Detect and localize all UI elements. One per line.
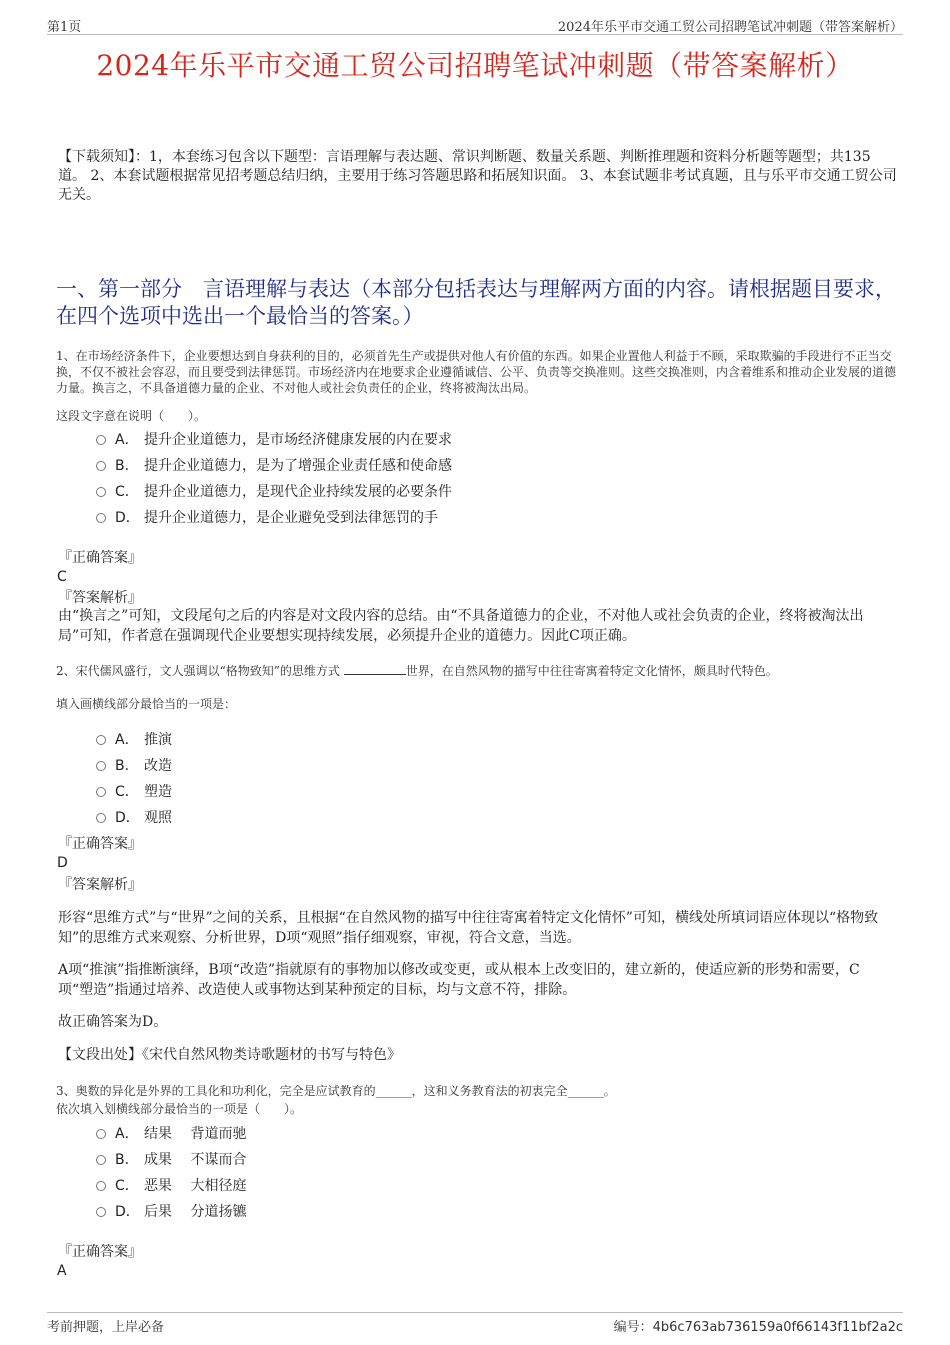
- option-c[interactable]: [96, 1176, 876, 1202]
- correct-answer-value: A: [57, 1263, 67, 1279]
- section-heading: 一、第一部分 言语理解与表达（本部分包括表达与理解两方面的内容。请根据题目要求，在四个选项中选出一个最恰当的答案。）: [56, 277, 896, 328]
- radio-icon[interactable]: [96, 461, 106, 471]
- option-d[interactable]: [96, 508, 876, 534]
- question-1-prompt: 这段文字意在说明（ ）。: [56, 409, 207, 423]
- option-text: 恶果 大相径庭: [144, 1178, 247, 1194]
- question-2-prompt: 填入画横线部分最恰当的一项是：: [56, 697, 237, 711]
- download-notice: 【下载须知】：1，本套练习包含以下题型：言语理解与表达题、常识判断题、数量关系题、判断推理题和资料分析题等题型；共135道。 2、本套试题根据常见招考题总结归纳，主要用于练习答题思路和拓展知识面。 3、本套试题非考试真题，且与乐平市交通工贸公司无关。: [58, 149, 897, 203]
- option-text: 提升企业道德力，是市场经济健康发展的内在要求: [144, 432, 452, 448]
- option-text: 成果 不谋而合: [144, 1152, 247, 1168]
- question-3-options: [96, 1124, 876, 1228]
- option-a[interactable]: [96, 730, 876, 756]
- question-1-stem: 1、在市场经济条件下，企业要想达到自身获利的目的，必须首先生产或提供对他人有价值的东西。如果企业置他人利益于不顾，采取欺骗的手段进行不正当交换，不仅不被社会容忍，而且要受到法律惩罚。市场经济内在地要求企业遵循诚信、公平、负责等交换准则。这些交换准则，内含着维系和推动企业发展的道德力量。换言之，不具备道德力量的企业、不对他人或社会负责任的企业，终将被淘汰出局。: [56, 349, 897, 395]
- option-b[interactable]: [96, 1150, 876, 1176]
- option-letter: D．: [115, 810, 140, 826]
- question-1-options: [96, 430, 876, 534]
- option-b[interactable]: [96, 456, 876, 482]
- question-3-stem: 3、奥数的异化是外界的工具化和功利化，完全是应试教育的______，这和义务教育法的初衷完全______。: [56, 1084, 616, 1098]
- option-letter: B．: [115, 458, 139, 474]
- question-3-prompt: 依次填入划横线部分最恰当的一项是（ ）。: [56, 1102, 303, 1116]
- option-letter: D．: [115, 1204, 140, 1220]
- option-a[interactable]: [96, 1124, 876, 1150]
- option-letter: C．: [115, 484, 139, 500]
- radio-icon[interactable]: [96, 1155, 106, 1165]
- option-text: 推演: [144, 732, 172, 748]
- stem-text-before: 2、宋代儒风盛行，文人强调以“格物致知”的思维方式: [56, 664, 344, 678]
- radio-icon[interactable]: [96, 761, 106, 771]
- code-value: 4b6c763ab736159a0f66143f11bf2a2c: [652, 1320, 903, 1335]
- option-d[interactable]: [96, 1202, 876, 1228]
- radio-icon[interactable]: [96, 787, 106, 797]
- analysis-paragraph-2: A项“推演”指推断演绎，B项“改造”指就原有的事物加以修改或变更，或从根本上改变旧的，建立新的，使适应新的形势和需要，C项“塑造”指通过培养、改造使人或事物达到某种预定的目标，均与文意不符，排除。: [58, 962, 860, 998]
- option-c[interactable]: [96, 482, 876, 508]
- option-letter: B．: [115, 758, 139, 774]
- footer-code: [614, 1316, 903, 1335]
- option-text: 观照: [144, 810, 172, 826]
- correct-answer-label: 『正确答案』: [58, 550, 142, 566]
- radio-icon[interactable]: [96, 735, 106, 745]
- page-footer: [47, 1312, 903, 1335]
- fill-blank: [344, 662, 406, 675]
- header-doc-title: 2024年乐平市交通工贸公司招聘笔试冲刺题（带答案解析）: [557, 20, 903, 35]
- analysis-text: 由“换言之”可知，文段尾句之后的内容是对文段内容的总结。由“不具备道德力的企业，不对他人或社会负责的企业，终将被淘汰出局”可知，作者意在强调现代企业要想实现持续发展，必须提升企业的道德力。因此C项正确。: [58, 608, 864, 644]
- page-number: 第1页: [47, 20, 82, 35]
- question-2-stem: [56, 662, 896, 679]
- option-c[interactable]: [96, 782, 876, 808]
- code-label: 编号：: [613, 1320, 653, 1335]
- option-letter: A．: [115, 432, 139, 448]
- question-2-options: [96, 730, 876, 834]
- footer-slogan: 考前押题，上岸必备: [47, 1320, 165, 1335]
- option-letter: B．: [115, 1152, 139, 1168]
- option-letter: C．: [115, 1178, 139, 1194]
- analysis-paragraph-1: 形容“思维方式”与“世界”之间的关系，且根据“在自然风物的描写中往往寄寓着特定文化情怀”可知，横线处所填词语应体现以“格物致知”的思维方式来观察、分析世界，D项“观照”指仔细观察，审视，符合文意，当选。: [58, 910, 879, 946]
- option-d[interactable]: [96, 808, 876, 834]
- option-b[interactable]: [96, 756, 876, 782]
- radio-icon[interactable]: [96, 1207, 106, 1217]
- page-header: [47, 14, 903, 35]
- correct-answer-value: C: [57, 569, 67, 585]
- radio-icon[interactable]: [96, 1129, 106, 1139]
- option-text: 提升企业道德力，是企业避免受到法律惩罚的手: [144, 510, 438, 526]
- analysis-conclusion: 故正确答案为D。: [58, 1014, 168, 1030]
- correct-answer-label: 『正确答案』: [58, 836, 142, 852]
- option-text: 塑造: [144, 784, 172, 800]
- option-letter: A．: [115, 1126, 139, 1142]
- option-text: 提升企业道德力，是现代企业持续发展的必要条件: [144, 484, 452, 500]
- source-note: 【文段出处】《宋代自然风物类诗歌题材的书写与特色》: [58, 1047, 401, 1063]
- page-title: 2024年乐平市交通工贸公司招聘笔试冲刺题（带答案解析）: [96, 49, 854, 82]
- analysis-label: 『答案解析』: [58, 590, 142, 606]
- option-letter: A．: [115, 732, 139, 748]
- stem-text-after: 世界，在自然风物的描写中往往寄寓着特定文化情怀，颇具时代特色。: [405, 664, 778, 678]
- analysis-label: 『答案解析』: [58, 877, 142, 893]
- option-letter: D．: [115, 510, 140, 526]
- option-text: 后果 分道扬镳: [144, 1204, 247, 1220]
- radio-icon[interactable]: [96, 1181, 106, 1191]
- radio-icon[interactable]: [96, 513, 106, 523]
- option-text: 提升企业道德力，是为了增强企业责任感和使命感: [144, 458, 452, 474]
- option-letter: C．: [115, 784, 139, 800]
- option-a[interactable]: [96, 430, 876, 456]
- radio-icon[interactable]: [96, 813, 106, 823]
- option-text: 改造: [144, 758, 172, 774]
- radio-icon[interactable]: [96, 435, 106, 445]
- correct-answer-value: D: [57, 855, 68, 871]
- option-text: 结果 背道而驰: [144, 1126, 247, 1142]
- correct-answer-label: 『正确答案』: [58, 1244, 142, 1260]
- radio-icon[interactable]: [96, 487, 106, 497]
